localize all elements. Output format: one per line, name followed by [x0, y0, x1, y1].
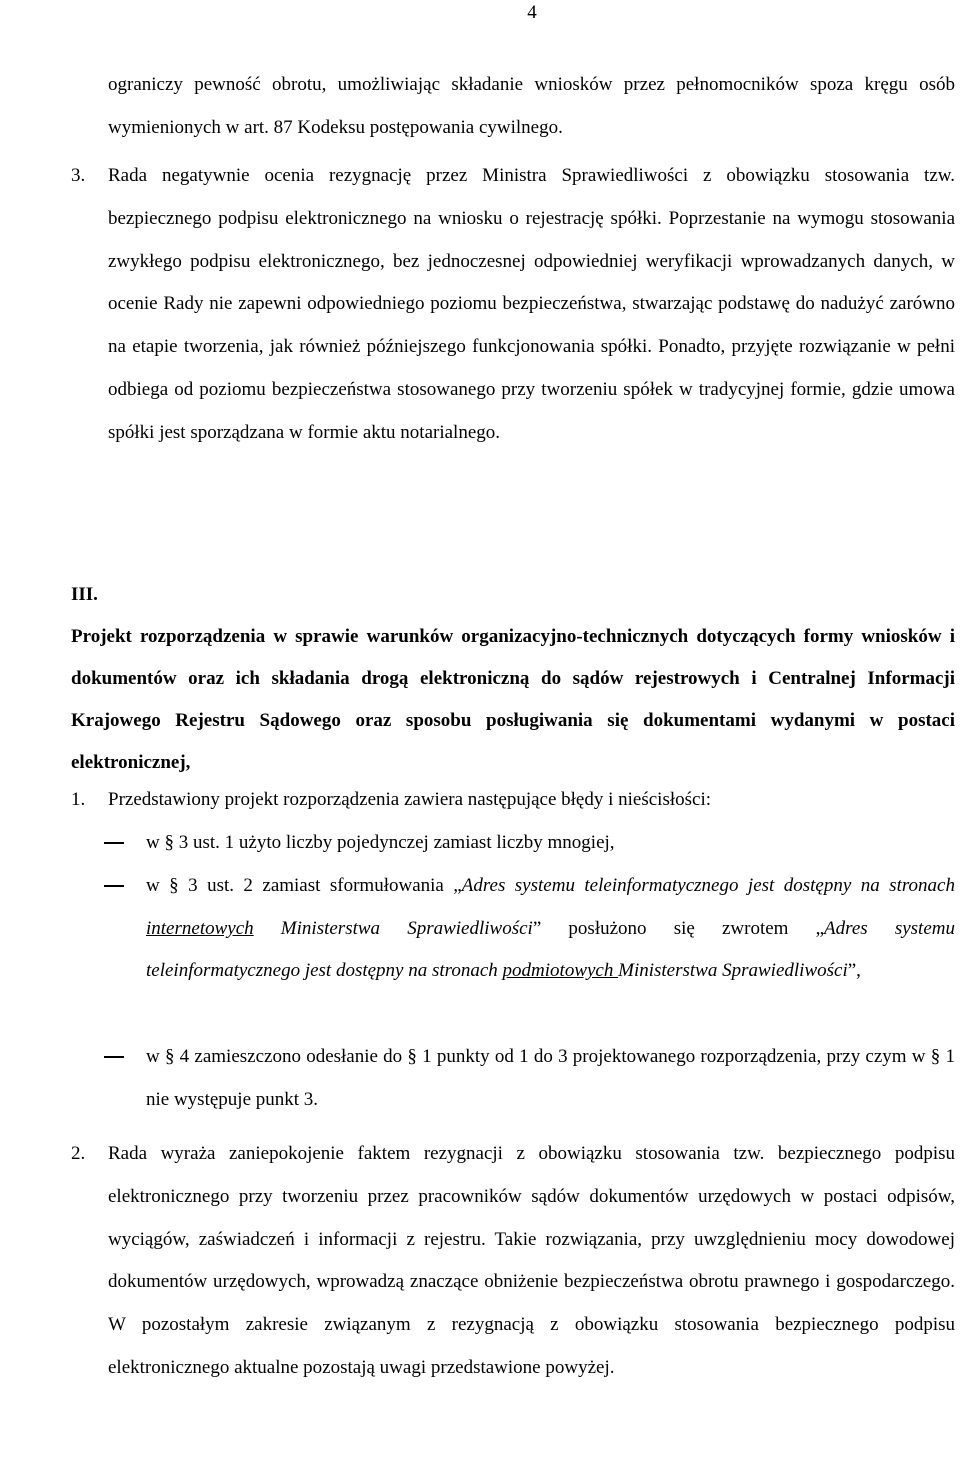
bullet-dash-3	[104, 1056, 124, 1058]
bullet-2-part-2: ” posłużono się zwrotem „	[532, 917, 825, 939]
page-number: 4	[527, 2, 537, 23]
point-1-number: 1.	[71, 789, 86, 810]
bullet-2-quote-2: Adres systemu teleinformatycznego jest dostępny na stronach	[146, 917, 955, 982]
bullet-dash-1	[104, 842, 124, 844]
bullet-2-part-1: w § 3 ust. 2 zamiast sformułowania „	[146, 875, 462, 896]
bullet-2-quote-2-end: Ministerstwa Sprawiedliwości	[618, 960, 848, 982]
bullet-dash-2	[104, 885, 124, 887]
section-3-label: III.	[71, 584, 98, 605]
section-3-title-text: Projekt rozporządzenia w sprawie warunków organizacyjno-technicznych dotyczących formy wniosków i dokumentów oraz ich składania drogą elektroniczną do sądów rejestrowych i Centralnej Informacji Krajowego Rejestru Sądowego oraz sposobu posługiwania się dokumentami wydanymi w postaci elektronicznej,	[71, 626, 955, 773]
bullet-2-text	[146, 865, 955, 993]
point-2-number: 2.	[71, 1143, 86, 1164]
item-3-paragraph: Rada negatywnie ocenia rezygnację przez Ministra Sprawiedliwości z obowiązku stosowania tzw. bezpiecznego podpisu elektronicznego na wniosku o rejestrację spółki. Poprzestanie na wymogu stosowania zwykłego podpisu elektronicznego, bez jednoczesnej odpowiedniej weryfikacji wprowadzanych danych, w ocenie Rady nie zapewni odpowiedniego poziomu bezpieczeństwa, stwarzając podstawę do nadużyć zarówno na etapie tworzenia, jak również późniejszego funkcjonowania spółki. Ponadto, przyjęte rozwiązanie w pełni odbiega od poziomu bezpieczeństwa stosowanego przy tworzeniu spółek w tradycyjnej formie, gdzie umowa spółki jest sporządzana w formie aktu notarialnego.	[108, 165, 955, 443]
bullet-1-text: w § 3 ust. 1 użyto liczby pojedynczej zamiast liczby mnogiej,	[146, 832, 615, 853]
bullet-3-text: w § 4 zamieszczono odesłanie do § 1 punkty od 1 do 3 projektowanego rozporządzenia, przy czym w § 1 nie występuje punkt 3.	[146, 1046, 955, 1110]
section-3-title	[71, 574, 955, 784]
point-1-intro: Przedstawiony projekt rozporządzenia zawiera następujące błędy i nieścisłości:	[108, 789, 712, 810]
bullet-2-quote-1: Adres systemu teleinformatycznego jest dostępny na stronach	[461, 875, 955, 896]
bullet-2-underlined-1: internetowych	[146, 917, 254, 939]
item-3-number: 3.	[71, 165, 86, 186]
intro-continuation-paragraph: ograniczy pewność obrotu, umożliwiając składanie wniosków przez pełnomocników spoza kręgu osób wymienionych w art. 87 Kodeksu postępowania cywilnego.	[108, 74, 955, 138]
point-2-paragraph: Rada wyraża zaniepokojenie faktem rezygnacji z obowiązku stosowania tzw. bezpiecznego podpisu elektronicznego przy tworzeniu przez pracowników sądów dokumentów urzędowych w postaci odpisów, wyciągów, zaświadczeń i informacji z rejestru. Takie rozwiązania, przy uwzględnieniu mocy dowodowej dokumentów urzędowych, wprowadzą znaczące obniżenie bezpieczeństwa obrotu prawnego i gospodarczego. W pozostałym zakresie związanym z rezygnacją z obowiązku stosowania bezpiecznego podpisu elektronicznego aktualne pozostają uwagi przedstawione powyżej.	[108, 1143, 955, 1378]
bullet-2-underlined-2: podmiotowych	[502, 960, 619, 982]
bullet-2-part-3: ”,	[847, 960, 861, 982]
bullet-2-quote-1-end: Ministerstwa Sprawiedliwości	[253, 917, 533, 939]
